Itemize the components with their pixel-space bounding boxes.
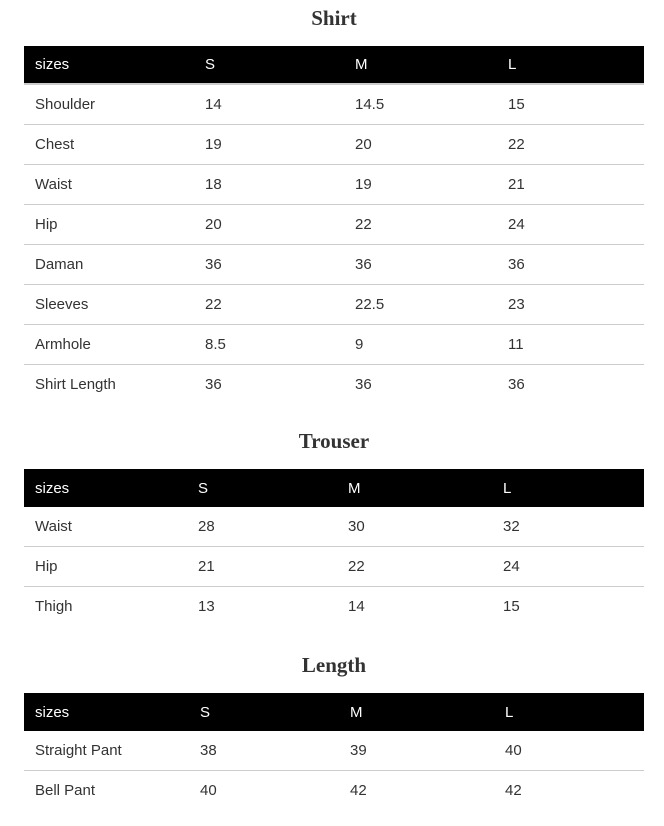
table-row <box>24 205 644 245</box>
measurement-value: 24 <box>492 547 644 587</box>
measurement-value: 14 <box>194 84 344 125</box>
column-header: L <box>497 46 644 84</box>
measurement-value: 22 <box>337 547 492 587</box>
measurement-value: 42 <box>350 782 367 799</box>
measurement-value: 36 <box>194 245 344 285</box>
measurement-value: 22 <box>194 285 344 325</box>
measurement-label: Waist <box>24 165 194 205</box>
measurement-value: 36 <box>508 376 525 393</box>
measurement-value: 36 <box>497 245 644 285</box>
column-header: sizes <box>24 46 194 84</box>
shirt-title: Shirt <box>311 6 357 30</box>
measurement-value: 36 <box>355 376 372 393</box>
measurement-label: Straight Pant <box>24 731 189 771</box>
measurement-label: Thigh <box>35 598 73 615</box>
measurement-label: Hip <box>24 205 194 245</box>
measurement-value: 36 <box>344 245 497 285</box>
measurement-value: 22 <box>344 205 497 245</box>
measurement-value: 15 <box>503 598 520 615</box>
measurement-value: 21 <box>187 547 337 587</box>
column-header: M <box>337 469 492 507</box>
column-header: L <box>494 693 644 731</box>
measurement-value: 32 <box>492 507 644 547</box>
column-header: S <box>189 693 339 731</box>
table-row <box>24 507 644 547</box>
measurement-value: 8.5 <box>194 325 344 365</box>
measurement-value: 38 <box>189 731 339 771</box>
measurement-value: 24 <box>497 205 644 245</box>
shirt-size-table <box>24 46 644 404</box>
column-header: sizes <box>24 469 187 507</box>
table-row <box>24 84 644 125</box>
measurement-value: 21 <box>497 165 644 205</box>
table-row <box>24 125 644 165</box>
measurement-value: 15 <box>497 84 644 125</box>
measurement-label: Sleeves <box>24 285 194 325</box>
measurement-value: 14.5 <box>344 84 497 125</box>
header-row <box>24 469 644 507</box>
column-header: S <box>194 46 344 84</box>
table-row <box>24 547 644 587</box>
trouser-title: Trouser <box>298 429 370 453</box>
measurement-label: Hip <box>24 547 187 587</box>
table-row <box>24 365 644 405</box>
table-row <box>24 771 644 811</box>
measurement-label: Waist <box>24 507 187 547</box>
column-header: sizes <box>24 693 189 731</box>
measurement-value: 22.5 <box>344 285 497 325</box>
measurement-value: 42 <box>505 782 522 799</box>
table-row <box>24 587 644 627</box>
measurement-value: 22 <box>497 125 644 165</box>
measurement-value: 14 <box>348 598 365 615</box>
measurement-value: 30 <box>337 507 492 547</box>
measurement-value: 28 <box>187 507 337 547</box>
measurement-value: 36 <box>205 376 222 393</box>
measurement-value: 40 <box>494 731 644 771</box>
measurement-value: 19 <box>194 125 344 165</box>
measurement-value: 11 <box>497 325 644 365</box>
length-title: Length <box>301 653 367 677</box>
measurement-value: 40 <box>200 782 217 799</box>
measurement-value: 20 <box>194 205 344 245</box>
header-row <box>24 693 644 731</box>
measurement-label: Shoulder <box>24 84 194 125</box>
table-row <box>24 245 644 285</box>
table-row <box>24 285 644 325</box>
measurement-value: 23 <box>497 285 644 325</box>
measurement-label: Bell Pant <box>35 782 96 799</box>
header-row <box>24 46 644 84</box>
measurement-label: Daman <box>24 245 194 285</box>
column-header: S <box>187 469 337 507</box>
table-row <box>24 325 644 365</box>
measurement-value: 39 <box>339 731 494 771</box>
measurement-value: 20 <box>344 125 497 165</box>
measurement-label: Shirt Length <box>35 376 116 393</box>
table-row <box>24 165 644 205</box>
table-row <box>24 731 644 771</box>
column-header: L <box>492 469 644 507</box>
column-header: M <box>339 693 494 731</box>
measurement-value: 9 <box>344 325 497 365</box>
measurement-label: Chest <box>24 125 194 165</box>
measurement-value: 19 <box>344 165 497 205</box>
column-header: M <box>344 46 497 84</box>
trouser-size-table <box>24 469 644 626</box>
length-size-table <box>24 693 644 810</box>
measurement-label: Armhole <box>24 325 194 365</box>
measurement-value: 18 <box>194 165 344 205</box>
measurement-value: 13 <box>198 598 215 615</box>
